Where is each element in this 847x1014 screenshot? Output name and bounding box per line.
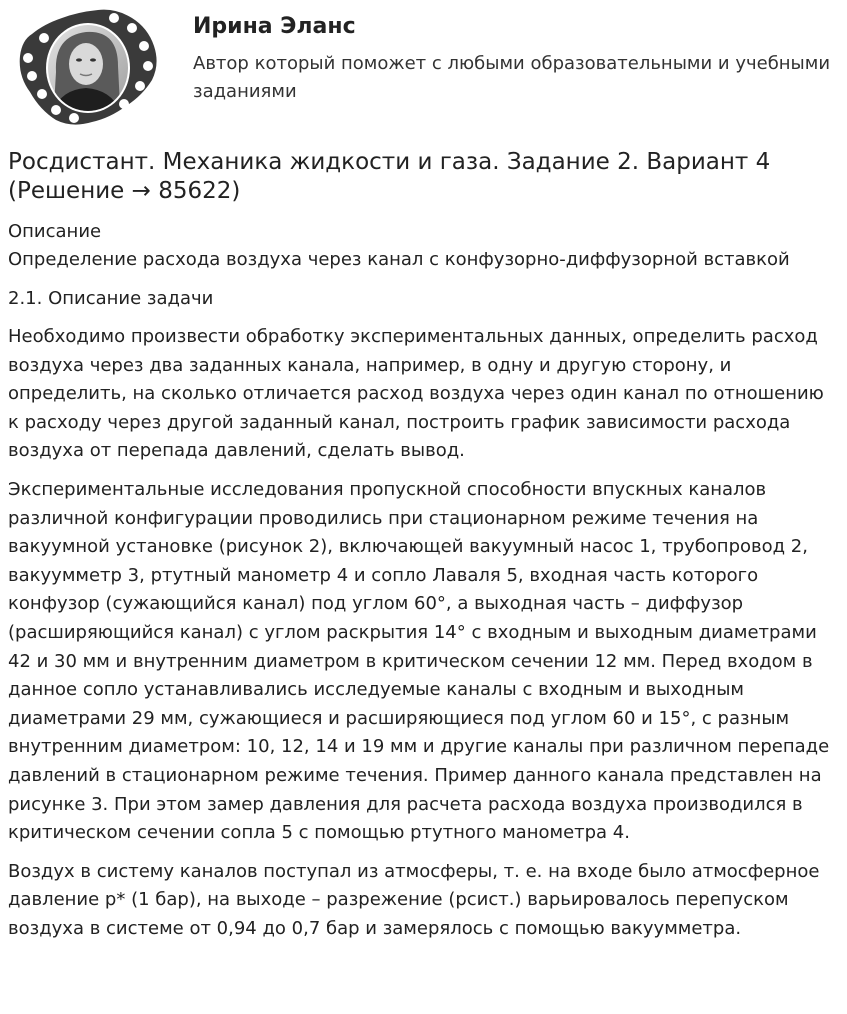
author-block xyxy=(8,0,839,140)
paragraph-task: Необходимо произвести обработку экспериментальных данных, определить расход воздуха через два заданных канала, например, в одну и другую сторону, и определить, на сколько отличается расход воздуха через один канал по отношению к расходу через другой заданный канал, построить график зависимости расхода воздуха от перепада давлений, сделать вывод. xyxy=(8,326,824,462)
description-label: Описание xyxy=(8,221,102,242)
document-title: Росдистант. Механика жидкости и газа. Задание 2. Вариант 4 (Решение → 85622) xyxy=(8,149,771,204)
author-name[interactable]: Ирина Эланс xyxy=(193,14,356,39)
section-heading: 2.1. Описание задачи xyxy=(8,288,214,309)
author-description: Автор который поможет с любыми образовательными и учебными заданиями xyxy=(193,53,831,102)
paragraph-experiment: Экспериментальные исследования пропускной способности впускных каналов различной конфигурации проводились при стационарном режиме течения на вакуумной установке (рисунок 2), включающей вакуумный насос 1, трубопровод 2, вакуумметр 3, ртутный манометр 4 и сопло Лаваля 5, входная часть которого конфузор (сужающийся канал) под углом 60°, а выходная часть – диффузор (расширяющийся канал) с углом раскрытия 14° с входным и выходным диаметрами 42 и 30 мм и внутренним диаметром в критическом сечении 12 мм. Перед входом в данное сопло устанавливались исследуемые каналы с входным и выходным диаметрами 29 мм, сужающиеся и расширяющиеся под углом 60 и 15°, с разным внутренним диаметром: 10, 12, 14 и 19 мм и другие каналы при различном перепаде давлений в стационарном режиме течения. Пример данного канала представлен на рисунке 3. При этом замер давления для расчета расхода воздуха производился в критическом сечении сопла 5 с помощью ртутного манометра 4. xyxy=(8,478,830,844)
description-text: Определение расхода воздуха через канал с конфузорно-диффузорной вставкой xyxy=(8,249,790,270)
author-avatar xyxy=(14,6,160,128)
paragraph-air-supply: Воздух в систему каналов поступал из атмосферы, т. е. на входе было атмосферное давление р* (1 бар), на выходе – разрежение (рсист.) варьировалось перепуском воздуха в системе от 0,94 до 0,7 бар и замерялось с помощью вакуумметра. xyxy=(8,860,820,939)
